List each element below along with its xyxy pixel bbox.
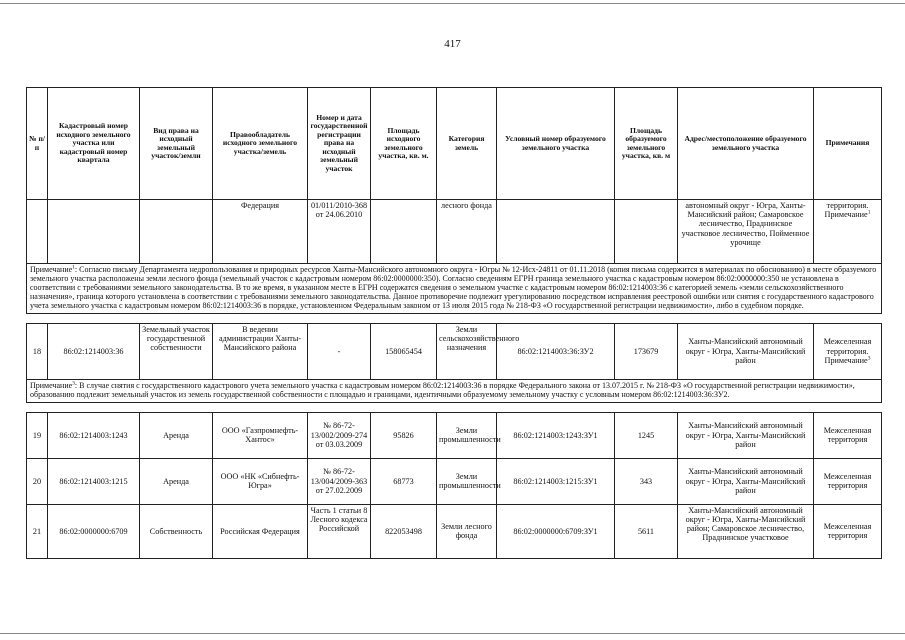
cadastral-cell: 86:02:1214003:36	[48, 323, 140, 379]
header-cadastral: Кадастровый номер исходного земельного участка или кадастровый номер квартала	[48, 88, 140, 200]
header-source-area: Площадь исходного земельного участка, кв. м.	[371, 88, 437, 200]
header-row	[27, 88, 882, 200]
notes-cell: Межселенная территория	[814, 458, 882, 504]
category-cell: Земли лесного фонда	[437, 504, 497, 558]
land-plot-table	[26, 87, 882, 559]
header-right: Вид права на исходный земельный участок/земли	[140, 88, 213, 200]
address-cell: Ханты-Мансийский автономный округ - Югра, Ханты-Мансийский район	[678, 458, 814, 504]
right-cell: Земельный участок государственной собственности	[140, 323, 213, 379]
source-area-cell: 822053498	[371, 504, 437, 558]
conditional-number-cell: 86:02:1214003:1243:ЗУ1	[497, 412, 615, 458]
header-address: Адрес/местоположение образуемого земельного участка	[678, 88, 814, 200]
row-number: 21	[27, 504, 48, 558]
header-holder: Правообладатель исходного земельного участка/земель	[213, 88, 308, 200]
registration-cell: -	[308, 323, 371, 379]
holder-cell: Федерация	[213, 200, 308, 264]
address-cell: Ханты-Мансийский автономный округ - Югра, Ханты-Мансийский район	[678, 323, 814, 379]
header-new-area: Площадь образуемого земельного участка, кв. м	[615, 88, 678, 200]
source-area-cell: 158065454	[371, 323, 437, 379]
row-number: 19	[27, 412, 48, 458]
source-area-cell: 95826	[371, 412, 437, 458]
table-row	[27, 458, 882, 504]
header-category: Категория земель	[437, 88, 497, 200]
header-conditional-number: Условный номер образуемого земельного участка	[497, 88, 615, 200]
note-row-1	[27, 264, 882, 314]
header-notes: Примечания	[814, 88, 882, 200]
cadastral-cell: 86:02:0000000:6709	[48, 504, 140, 558]
registration-cell: № 86-72-13/004/2009-363 от 27.02.2009	[308, 458, 371, 504]
address-cell: Ханты-Мансийский автономный округ - Югра, Ханты-Мансийский район	[678, 412, 814, 458]
holder-cell: ООО «Газпромнефть-Хантос»	[213, 412, 308, 458]
conditional-number-cell: 86:02:1214003:36:ЗУ2	[497, 323, 615, 379]
new-area-cell: 1245	[615, 412, 678, 458]
table-row	[27, 323, 882, 379]
header-registration: Номер и дата государственной регистрации права на исходный земельный участок	[308, 88, 371, 200]
holder-cell: ООО «НК «Сибнефть-Югра»	[213, 458, 308, 504]
page-number: 417	[444, 38, 461, 50]
notes-cell: Межселенная территория. Примечание$^3$	[814, 323, 882, 379]
top-scan-edge	[0, 3, 905, 4]
registration-cell: 01/011/2010-368 от 24.06.2010	[308, 200, 371, 264]
right-cell: Аренда	[140, 458, 213, 504]
header-num: № п/п	[27, 88, 48, 200]
table-row	[27, 412, 882, 458]
row-number: 18	[27, 323, 48, 379]
new-area-cell: 343	[615, 458, 678, 504]
notes-cell: территория. Примечание$^1$	[814, 200, 882, 264]
registration-cell: Часть 1 статьи 8 Лесного кодекса Российской	[308, 504, 371, 558]
cadastral-cell: 86:02:1214003:1215	[48, 458, 140, 504]
notes-cell: Межселенная территория	[814, 412, 882, 458]
right-cell: Собственность	[140, 504, 213, 558]
category-cell: Земли сельскохозяйственного назначения	[437, 323, 497, 379]
address-cell: Ханты-Мансийский автономный округ - Югра, Ханты-Мансийский район; Самаровское лесничество, Праднинское участковое	[678, 504, 814, 558]
conditional-number-cell: 86:02:1214003:1215:ЗУ1	[497, 458, 615, 504]
new-area-cell: 173679	[615, 323, 678, 379]
bottom-scan-edge	[0, 633, 905, 634]
source-area-cell: 68773	[371, 458, 437, 504]
address-cell: автономный округ - Югра, Ханты-Мансийский район; Самаровское лесничество, Праднинское участковое лесничество, Пойменное урочище	[678, 200, 814, 264]
category-cell: лесного фонда	[437, 200, 497, 264]
note-3: Примечание$^3$: В случае снятия с государственного кадастрового учета земельного участка с кадастровым номером 86:02:1214003:36 в порядке Федерального закона от 13.07.2015 г. № 218-ФЗ «О государственной регистрации недвижимости», образованию подлежит земельный участок из земель государственной собственности с площадью и границами, идентичными образуемому земельному участку с условным номером 86:02:1214003:36:ЗУ2.	[27, 379, 882, 402]
holder-cell: В ведении администрации Ханты-Мансийского района	[213, 323, 308, 379]
category-cell: Земли промышленности	[437, 412, 497, 458]
category-cell: Земли промышленности	[437, 458, 497, 504]
new-area-cell: 5611	[615, 504, 678, 558]
right-cell: Аренда	[140, 412, 213, 458]
table-row	[27, 504, 882, 558]
note-1: Примечание$^1$: Согласно письму Департамента недропользования и природных ресурсов Ханты-Мансийского автономного округа - Югры № 12-Исх-24811 от 01.11.2018 (копия письма содержится в материалах по обоснованию) в месте образуемого земельного участка расположены земли лесного фонда (земельный участок с кадастровым номером 86:02:0000000:350). Согласно сведениям ЕГРН граница земельного участка с кадастровым номером 86:02:0000000:350 не установлена в соответствии с требованиями земельного законодательства. В то же время, в указанном месте в ЕГРН содержатся сведения о земельном участке с кадастровым номером 86:02:1214003:36 с категорией земель «земли сельскохозяйственного назначения», граница которого установлена в соответствии с требованиями земельного законодательства. Данное противоречие подлежит урегулированию посредством исправления реестровой ошибки или снятия с государственного кадастрового учета земельного участка с кадастровым номером 86:02:1214003:36 в порядке, установленном Федеральным законом от 13 июля 2015 года № 218-ФЗ «О государственной регистрации недвижимости», либо в судебном порядке.	[27, 264, 882, 314]
note-row-3	[27, 379, 882, 402]
holder-cell: Российская Федерация	[213, 504, 308, 558]
cadastral-cell: 86:02:1214003:1243	[48, 412, 140, 458]
registration-cell: № 86-72-13/002/2009-274 от 03.03.2009	[308, 412, 371, 458]
row-number: 20	[27, 458, 48, 504]
table-row-continued	[27, 200, 882, 264]
notes-cell: Межселенная территория	[814, 504, 882, 558]
conditional-number-cell: 86:02:0000000:6709:ЗУ1	[497, 504, 615, 558]
